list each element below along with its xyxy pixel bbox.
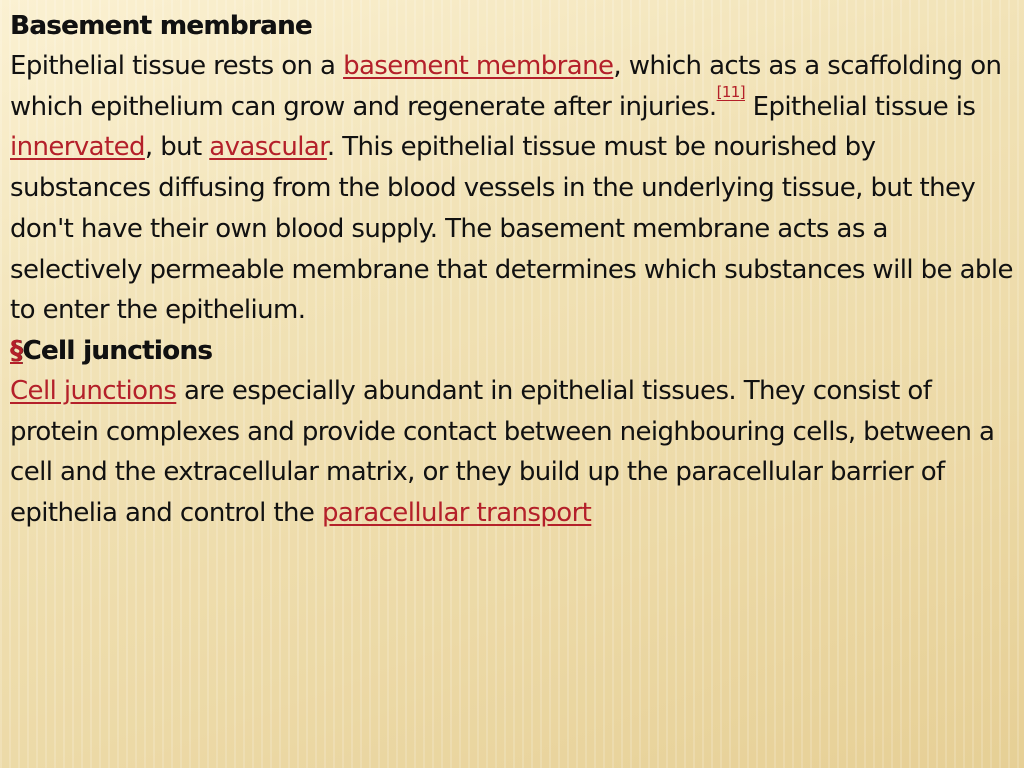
link-paracellular-transport[interactable]: paracellular transport: [321, 498, 592, 529]
slide-content: [10, 6, 1022, 534]
paragraph-basement-membrane: [10, 46, 1022, 331]
link-basement-membrane[interactable]: basement membrane: [343, 51, 614, 81]
text-run: . This epithelial tissue must be nourished by substances diffusing from the blood vessels in the underlying tissue, but they don't have their own blood supply. The basement membrane acts as a selectively permeable membrane that determines which substances will be able to enter the epithelium.: [10, 132, 1013, 326]
citation-link[interactable]: [11]: [716, 82, 745, 101]
link-innervated[interactable]: innervated: [10, 132, 145, 163]
text-run: , but: [144, 132, 210, 163]
link-avascular[interactable]: avascular: [209, 132, 327, 163]
link-cell-junctions[interactable]: Cell junctions: [10, 375, 177, 406]
heading-basement-membrane: Basement membrane: [10, 11, 312, 41]
text-run: are especially abundant in epithelial tissues. They consist of protein complexes and provide contact between neighbouring cells, between a cell and the extracellular matrix, or they build up the paracellular barrier of epithelia and control the: [10, 375, 995, 529]
text-run: Epithelial tissue rests on a: [10, 51, 344, 81]
section-sign-link[interactable]: §: [10, 335, 23, 366]
heading-cell-junctions: [10, 331, 1022, 371]
text-run: Epithelial tissue is: [745, 91, 976, 122]
citation-11[interactable]: [717, 83, 745, 101]
paragraph-cell-junctions: [10, 371, 1022, 534]
text-run: , which acts as a scaffolding on which epithelium can grow and regenerate after injuries.: [10, 51, 1002, 122]
heading-text: Cell junctions: [22, 335, 213, 366]
